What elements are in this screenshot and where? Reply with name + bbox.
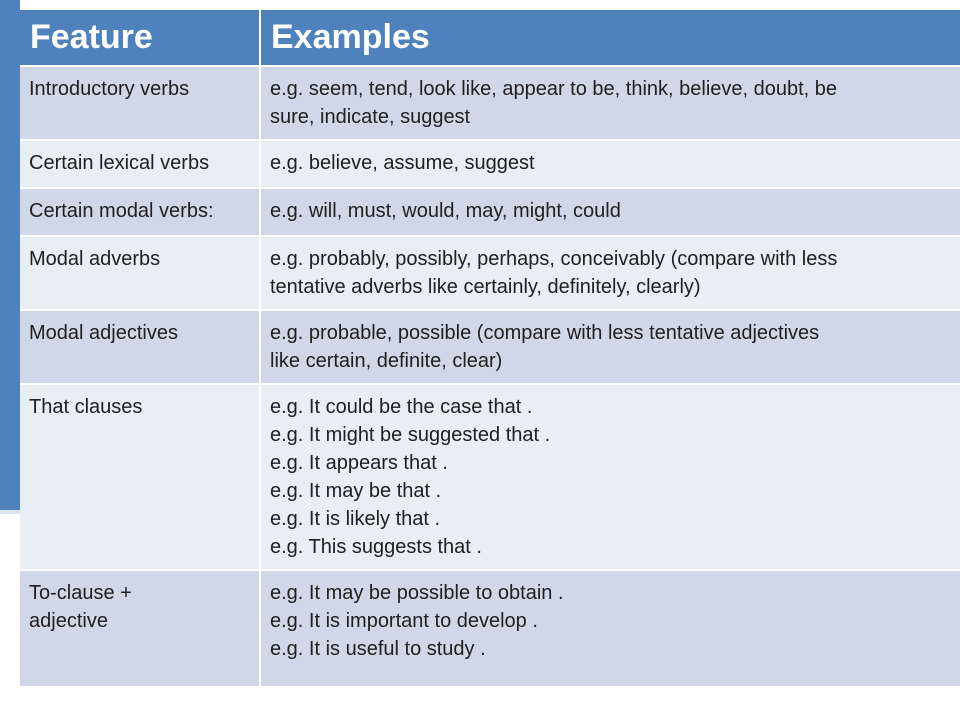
example-line: e.g. It is useful to study . bbox=[270, 638, 486, 660]
example-line: e.g. It may be possible to obtain . bbox=[270, 582, 564, 604]
left-accent-bar-edge bbox=[0, 510, 20, 514]
table-row bbox=[20, 140, 960, 188]
example-line: e.g. It is important to develop . bbox=[270, 610, 538, 632]
example-line: e.g. probable, possible (compare with less tentative adjectives bbox=[270, 322, 820, 344]
example-line: e.g. It could be the case that . bbox=[270, 396, 533, 418]
table-row bbox=[20, 66, 960, 140]
examples-cell bbox=[260, 236, 960, 310]
example-line: e.g. This suggests that . bbox=[270, 536, 482, 558]
example-line: like certain, definite, clear) bbox=[270, 350, 503, 372]
table-row bbox=[20, 570, 960, 686]
example-line: e.g. will, must, would, may, might, could bbox=[270, 200, 621, 222]
example-line: e.g. It might be suggested that . bbox=[270, 424, 551, 446]
example-line: tentative adverbs like certainly, definitely, clearly) bbox=[270, 276, 701, 298]
examples-cell bbox=[260, 570, 960, 686]
feature-cell bbox=[20, 570, 260, 686]
example-line: e.g. It may be that . bbox=[270, 480, 442, 502]
example-line: e.g. It appears that . bbox=[270, 452, 448, 474]
table-row bbox=[20, 310, 960, 384]
feature-cell: Certain lexical verbs bbox=[20, 140, 260, 188]
examples-cell bbox=[260, 140, 960, 188]
header-examples: Examples bbox=[260, 10, 960, 66]
feature-cell: That clauses bbox=[20, 384, 260, 570]
table-row bbox=[20, 384, 960, 570]
example-line: sure, indicate, suggest bbox=[270, 106, 471, 128]
examples-cell bbox=[260, 310, 960, 384]
table-row bbox=[20, 188, 960, 236]
header-feature: Feature bbox=[20, 10, 260, 66]
examples-cell bbox=[260, 188, 960, 236]
example-line: e.g. seem, tend, look like, appear to be, think, believe, doubt, be bbox=[270, 78, 838, 100]
example-line: e.g. It is likely that . bbox=[270, 508, 441, 530]
feature-cell: Modal adverbs bbox=[20, 236, 260, 310]
examples-cell bbox=[260, 384, 960, 570]
feature-cell: Modal adjectives bbox=[20, 310, 260, 384]
left-accent-bar bbox=[0, 0, 20, 510]
feature-line: To-clause + bbox=[29, 582, 132, 604]
feature-cell: Introductory verbs bbox=[20, 66, 260, 140]
example-line: e.g. believe, assume, suggest bbox=[270, 152, 535, 174]
feature-cell: Certain modal verbs: bbox=[20, 188, 260, 236]
examples-cell bbox=[260, 66, 960, 140]
hedging-features-table bbox=[20, 10, 960, 686]
example-line: e.g. probably, possibly, perhaps, conceivably (compare with less bbox=[270, 248, 838, 270]
table-header-row bbox=[20, 10, 960, 66]
table-row bbox=[20, 236, 960, 310]
feature-line: adjective bbox=[29, 610, 108, 632]
